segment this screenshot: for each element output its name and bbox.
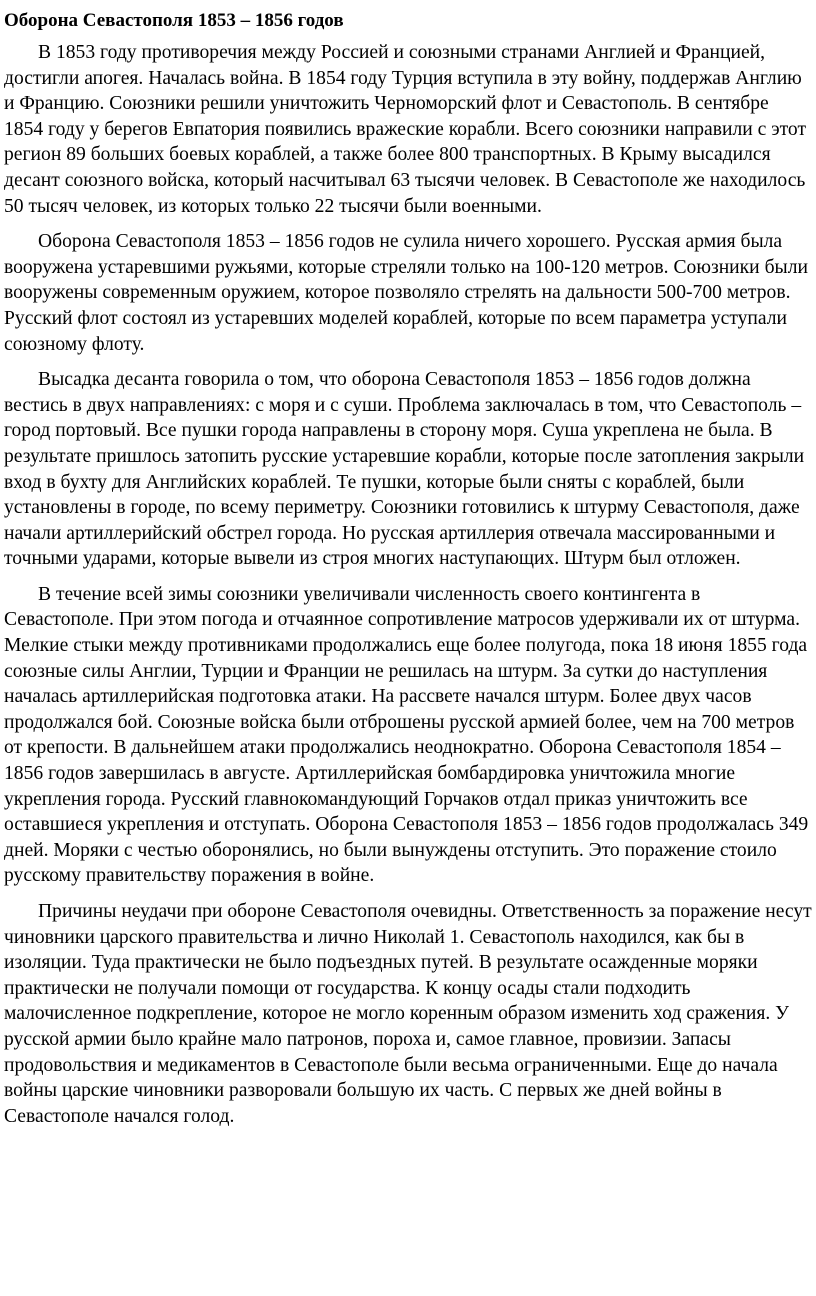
paragraph-causes: Причины неудачи при обороне Севастополя очевидны. Ответственность за поражение несут чиновники царского правительства и лично Николай 1. Севастополь находился, как бы в изоляции. Туда практически не было подъездных путей. В результате осажденные моряки практически не получали помощи от государства. К концу осады стали подходить малочисленное подкрепление, которое не могло коренным образом изменить ход сражения. У русской армии было крайне мало патронов, пороха и, самое главное, провизии. Запасы продовольствия и медикаментов в Севастополе были весьма ограниченными. Еще до начала войны царские чиновники разворовали большую их часть. С первых же дней войны в Севастополе начался голод. [4,901,812,1127]
paragraph-siege: В течение всей зимы союзники увеличивали численность своего контингента в Севастополе. При этом погода и отчаянное сопротивление матросов удерживали их от штурма. Мелкие стыки между противниками продолжались еще более полугода, пока 18 июня 1855 года союзные силы Англии, Турции и Франции не решилась на штурм. За сутки до наступления началась артиллерийская подготовка атаки. На рассвете начался штурм. Более двух часов продолжался бой. Союзные войска были отброшены русской армией более, чем на 700 метров от крепости. В дальнейшем атаки продолжались неоднократно. Оборона Севастополя 1854 – 1856 годов завершилась в августе. Артиллерийская бомбардировка уничтожила многие укрепления города. Русский главнокомандующий Горчаков отдал приказ уничтожить все оставшиеся укрепления и отступать. Оборона Севастополя 1853 – 1856 годов продолжалась 349 дней. Моряки с честью оборонялись, но были вынуждены отступить. Это поражение стоило русскому правительству поражения в войне. [4,583,809,887]
paragraph-invasion: В 1853 году противоречия между Россией и союзными странами Англией и Францией, достигли апогея. Началась война. В 1854 году Турция вступила в эту войну, поддержав Англию и Францию. Союзники решили уничтожить Черноморский флот и Севастополь. В сентябре 1854 году у берегов Евпатория появились вражеские корабли. Всего союзники направили с этот регион 89 больших боевых кораблей, а также более 800 транспортных. В Крыму высадился десант союзного войска, который насчитывал 63 тысячи человек. В Севастополе же находилось 50 тысяч человек, из которых только 22 тысячи были военными. [4,42,807,217]
paragraph-landing: Высадка десанта говорила о том, что оборона Севастополя 1853 – 1856 годов должна вестись в двух направлениях: с моря и с суши. Проблема заключалась в том, что Севастополь – город портовый. Все пушки города направлены в сторону моря. Суша укреплена не была. В результате пришлось затопить русские устаревшие корабли, которые после затопления закрыли вход в бухту для Английских кораблей. Те пушки, которые были сняты с кораблей, были установлены в городе, по всему периметру. Союзники готовились к штурму Севастополя, даже начали артиллерийский обстрел города. Но русская артиллерия отвечала массированными и точными ударами, которые вывели из строя многих наступающих. Штурм был отложен. [4,369,805,570]
paragraph-armament: Оборона Севастополя 1853 – 1856 годов не сулила ничего хорошего. Русская армия была вооружена устаревшими ружьями, которые стреляли только на 100-120 метров. Союзники были вооружены современным оружием, которое позволяло стрелять на дальности 500-700 метров. Русский флот состоял из устаревших моделей кораблей, которые по всем параметра уступали союзному флоту. [4,231,808,355]
document-title: Оборона Севастополя 1853 – 1856 годов [4,10,344,31]
